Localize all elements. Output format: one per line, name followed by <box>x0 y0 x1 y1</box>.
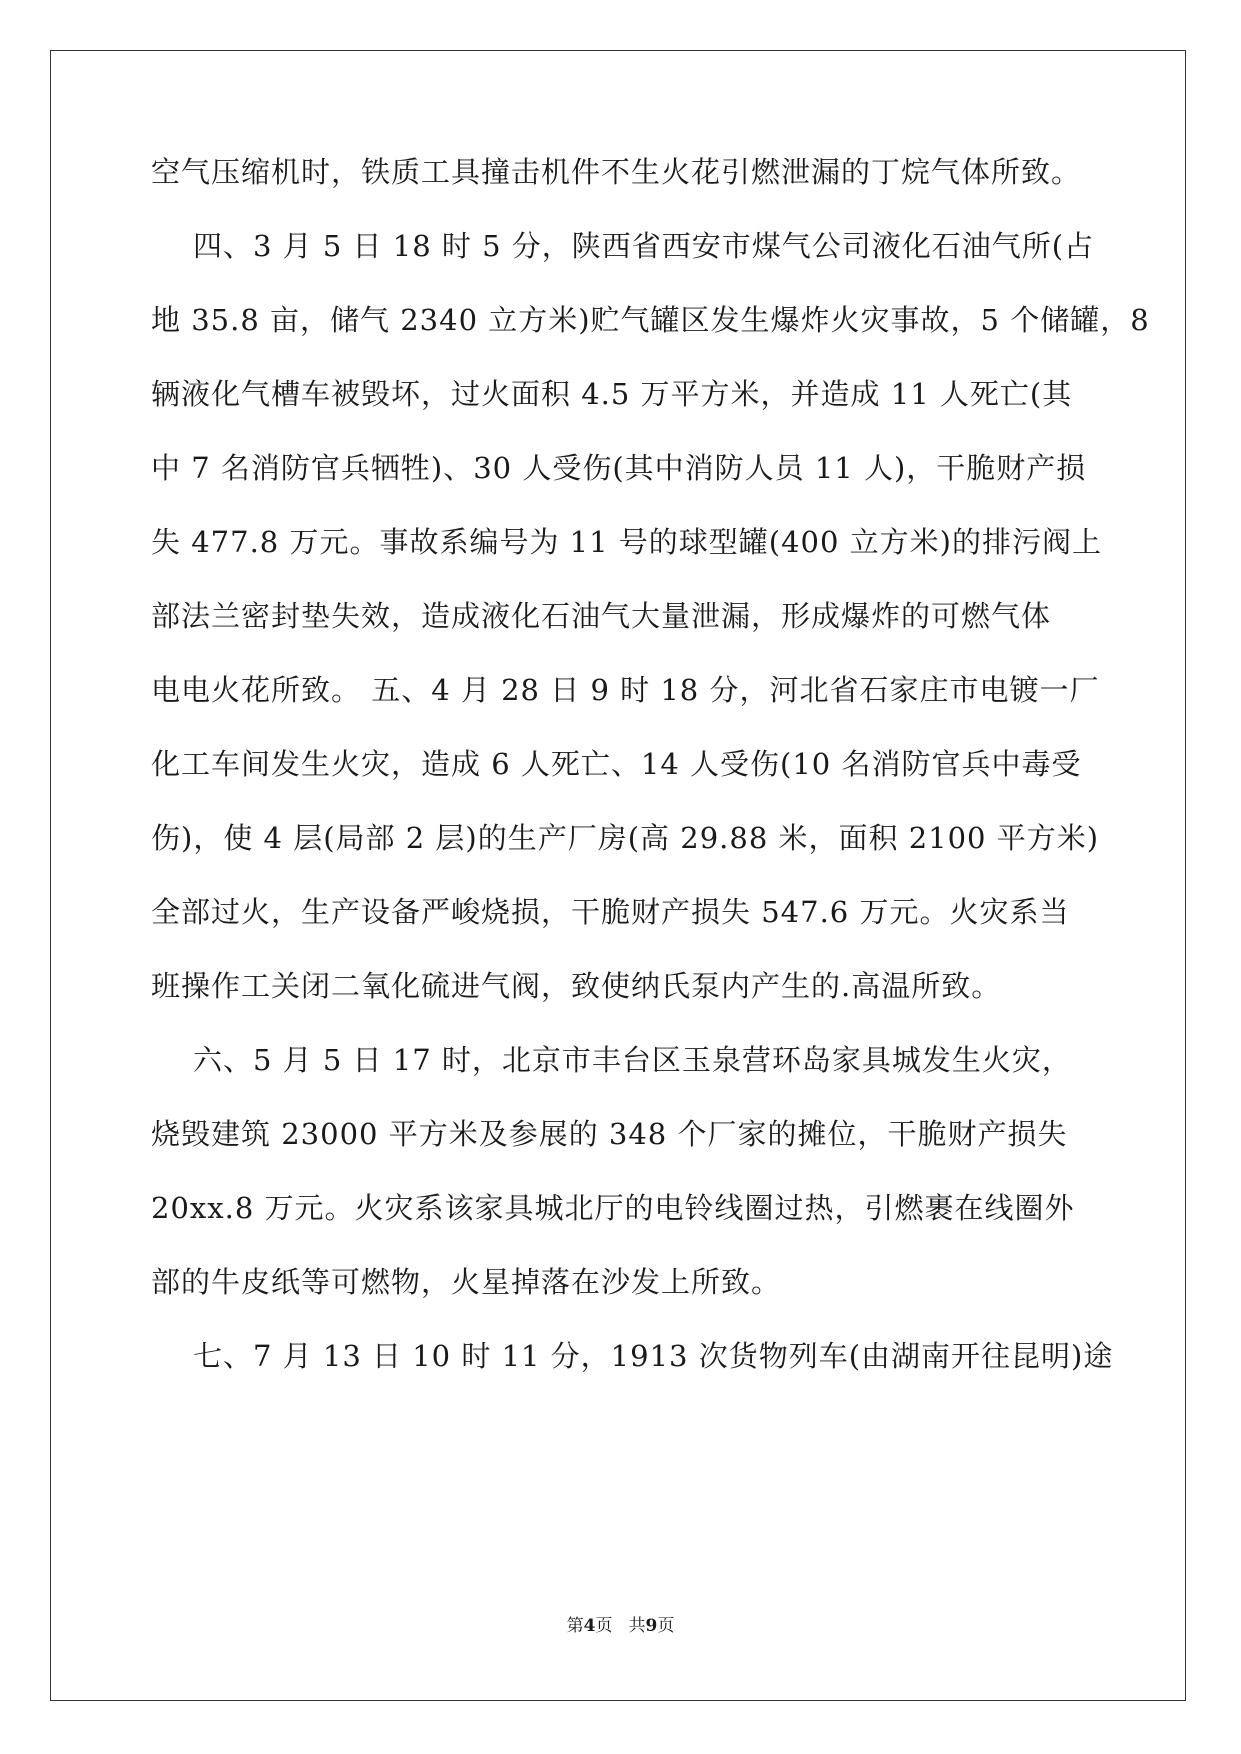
text-line: 部法兰密封垫失效，造成液化石油气大量泄漏，形成爆炸的可燃气体 <box>151 599 1052 633</box>
text-line: 全部过火，生产设备严峻烧损，干脆财产损失 547.6 万元。火灾系当 <box>151 895 1070 929</box>
text-line: 中 7 名消防官兵牺牲)、30 人受伤(其中消防人员 11 人)，干脆财产损 <box>151 451 1087 485</box>
text-line: 空气压缩机时，铁质工具撞击机件不生火花引燃泄漏的丁烷气体所致。 <box>151 155 1082 189</box>
total-pages: 9 <box>645 1616 658 1636</box>
text-line: 化工车间发生火灾，造成 6 人死亡、14 人受伤(10 名消防官兵中毒受 <box>151 747 1082 781</box>
page-border <box>50 50 1186 1701</box>
text-line: 辆液化气槽车被毁坏，过火面积 4.5 万平方米，并造成 11 人死亡(其 <box>151 377 1073 411</box>
text-line: 失 477.8 万元。事故系编号为 11 号的球型罐(400 立方米)的排污阀上 <box>151 525 1102 559</box>
text-line: 七、7 月 13 日 10 时 11 分，1913 次货物列车(由湖南开往昆明)途 <box>193 1339 1114 1373</box>
text-line: 20xx.8 万元。火灾系该家具城北厅的电铃线圈过热，引燃裹在线圈外 <box>151 1191 1075 1225</box>
page-suffix: 页 <box>595 1616 613 1636</box>
page-number: 4 <box>583 1616 596 1636</box>
text-line: 伤)，使 4 层(局部 2 层)的生产厂房(高 29.88 米，面积 2100 平方米) <box>151 821 1100 855</box>
page-footer <box>0 1615 1241 1637</box>
text-line: 班操作工关闭二氧化硫进气阀，致使纳氏泵内产生的.高温所致。 <box>151 969 1002 1003</box>
text-line: 地 35.8 亩，储气 2340 立方米)贮气罐区发生爆炸火灾事故，5 个储罐，8 <box>151 303 1150 337</box>
text-line: 烧毁建筑 23000 平方米及参展的 348 个厂家的摊位，干脆财产损失 <box>151 1117 1068 1151</box>
text-line: 四、3 月 5 日 18 时 5 分，陕西省西安市煤气公司液化石油气所(占 <box>193 229 1095 263</box>
text-line: 部的牛皮纸等可燃物，火星掉落在沙发上所致。 <box>151 1265 782 1299</box>
text-line: 六、5 月 5 日 17 时，北京市丰台区玉泉营环岛家具城发生火灾， <box>193 1043 1072 1077</box>
text-line: 电电火花所致。 五、4 月 28 日 9 时 18 分，河北省石家庄市电镀一厂 <box>151 673 1100 707</box>
total-suffix: 页 <box>657 1616 675 1636</box>
page-prefix: 第 <box>566 1616 584 1636</box>
total-prefix: 共 <box>628 1616 646 1636</box>
